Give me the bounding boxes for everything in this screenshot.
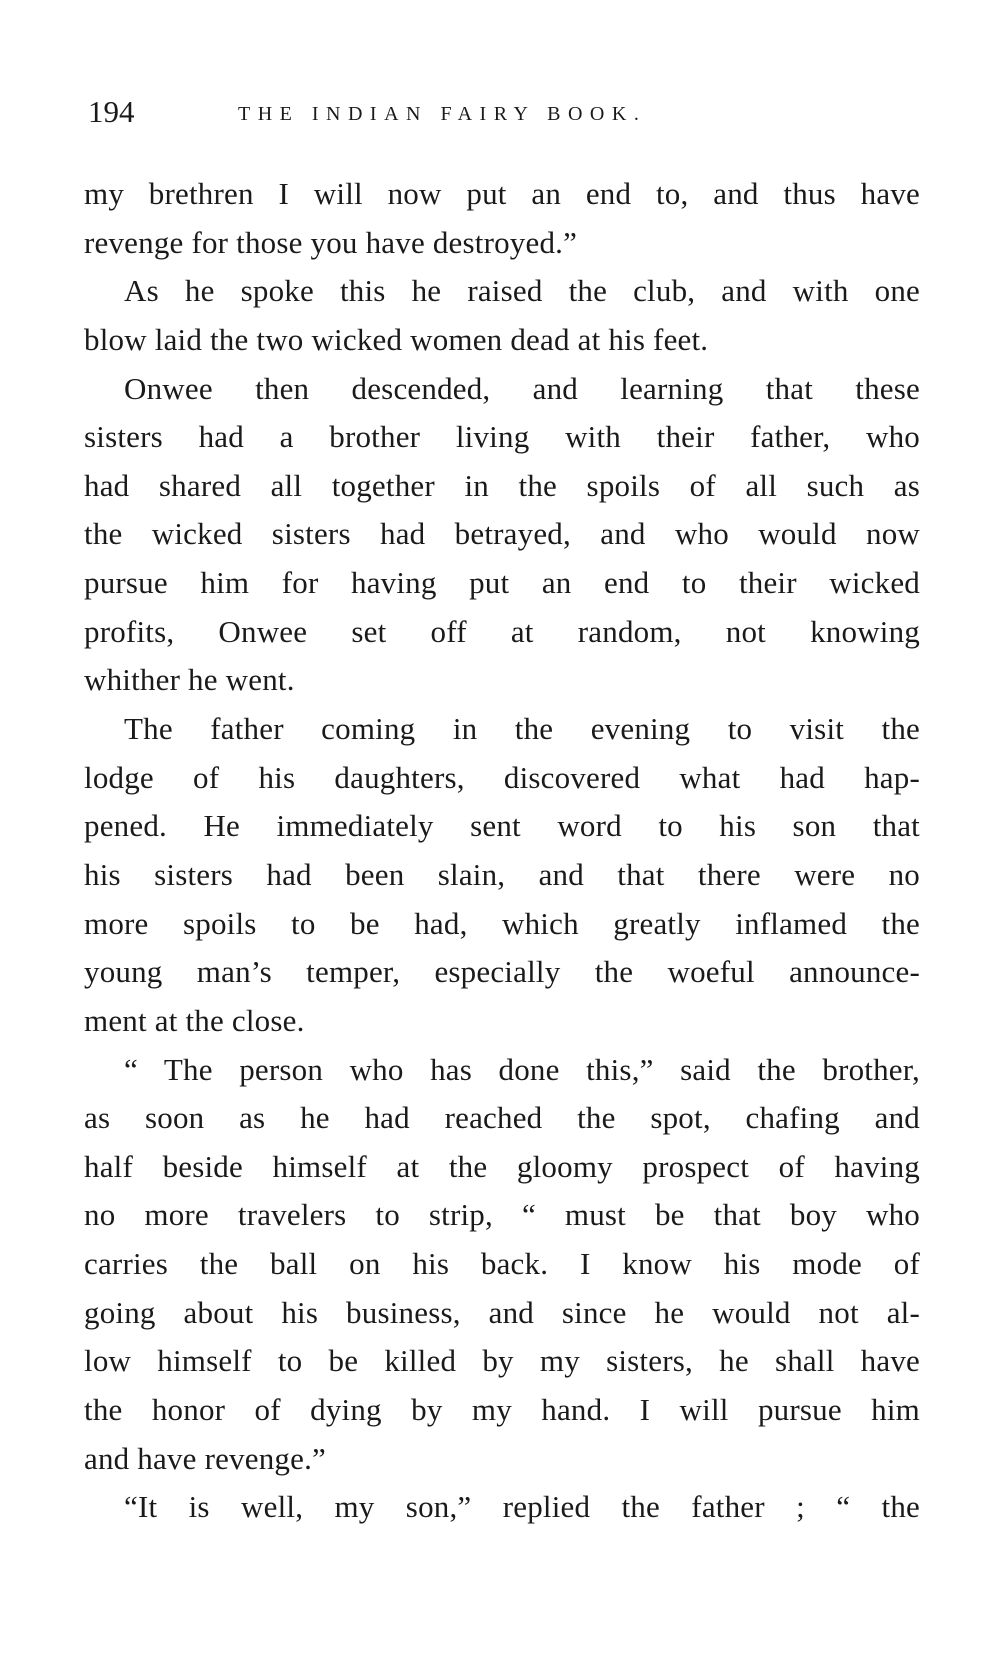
- text-line: as soon as he had reached the spot, chafing and: [84, 1100, 920, 1136]
- text-line: revenge for those you have destroyed.”: [84, 224, 578, 260]
- text-line: As he spoke this he raised the club, and with one: [124, 273, 920, 309]
- text-line: no more travelers to strip, “ must be that boy who: [84, 1197, 920, 1233]
- text-line: the honor of dying by my hand. I will pursue him: [84, 1392, 920, 1428]
- text-line: profits, Onwee set off at random, not knowing: [84, 613, 920, 649]
- text-line: ment at the close.: [84, 1002, 305, 1038]
- page-number: 194: [88, 94, 135, 129]
- text-line: lodge of his daughters, discovered what had hap-: [84, 759, 920, 795]
- text-line: the wicked sisters had betrayed, and who would now: [84, 516, 920, 552]
- text-line: pened. He immediately sent word to his son that: [84, 808, 920, 844]
- text-line: my brethren I will now put an end to, and thus have: [84, 176, 920, 211]
- text-line: low himself to be killed by my sisters, he shall have: [84, 1343, 920, 1379]
- text-line: carries the ball on his back. I know his mode of: [84, 1246, 920, 1282]
- text-line: half beside himself at the gloomy prospect of having: [84, 1148, 920, 1184]
- text-line: “It is well, my son,” replied the father ; “ the: [124, 1489, 920, 1525]
- text-line: The father coming in the evening to visit the: [124, 711, 920, 747]
- page-header: [88, 92, 918, 132]
- body-text: [84, 170, 920, 1532]
- text-line: young man’s temper, especially the woeful announce-: [84, 954, 920, 990]
- text-line: and have revenge.”: [84, 1440, 326, 1476]
- running-title: THE INDIAN FAIRY BOOK.: [238, 103, 647, 125]
- text-line: had shared all together in the spoils of all such as: [84, 467, 920, 503]
- text-line: Onwee then descended, and learning that these: [124, 370, 920, 406]
- text-line: blow laid the two wicked women dead at his feet.: [84, 321, 709, 357]
- text-line: more spoils to be had, which greatly inflamed the: [84, 905, 920, 941]
- text-line: whither he went.: [84, 662, 295, 698]
- text-line: “ The person who has done this,” said the brother,: [124, 1051, 920, 1087]
- text-line: sisters had a brother living with their father, who: [84, 419, 920, 455]
- text-line: pursue him for having put an end to their wicked: [84, 565, 920, 601]
- text-line: his sisters had been slain, and that there were no: [84, 856, 920, 892]
- text-line: going about his business, and since he would not al-: [84, 1294, 920, 1330]
